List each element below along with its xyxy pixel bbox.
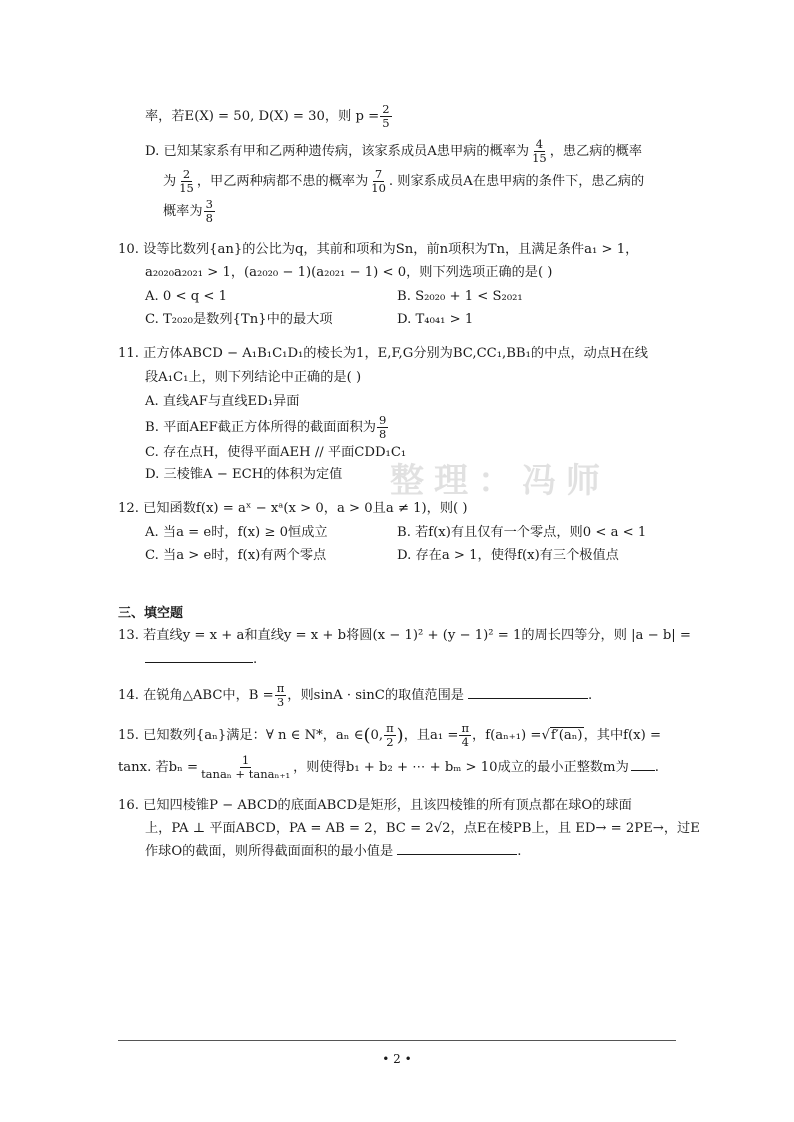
answer-blank[interactable]	[397, 840, 517, 855]
q9-d-line2: 为 $\frac{2}{15}$ ，甲乙两种病都不患的概率为 $\frac{7}{10}$ . 则家系成员A在患甲病的条件下，患乙病的	[163, 167, 645, 195]
section-title: 三、填空题	[118, 606, 184, 621]
q11-option-b: B. 平面AEF截正方体所得的截面面积为 $\frac{9}{8}$	[145, 413, 387, 441]
answer-blank[interactable]	[468, 684, 588, 699]
fraction: $\frac{2}{5}$	[382, 102, 390, 130]
q11-stem-line1: 11. 正方体ABCD − A₁B₁C₁D₁的棱长为1，E,F,G分别为BC,CC₁,BB₁的中点，动点H在线	[118, 346, 648, 361]
answer-blank[interactable]	[145, 648, 253, 663]
fraction: $\frac{9}{8}$	[379, 413, 387, 441]
q11-option-c: C. 存在点H，使得平面AEH // 平面CDD₁C₁	[145, 445, 407, 460]
q10-stem-line2: a₂₀₂₀a₂₀₂₁ > 1，(a₂₀₂₀ − 1)(a₂₀₂₁ − 1) < 0，则下列选项正确的是( )	[145, 265, 553, 280]
fraction: $\frac{\pi}{3}$	[276, 681, 285, 709]
q9-c-line	[145, 103, 393, 130]
q12-option-d: D. 存在a > 1，使得f(x)有三个极值点	[397, 548, 619, 563]
q10-option-c: C. T₂₀₂₀是数列{Tn}中的最大项	[145, 312, 333, 327]
fraction: $\frac{1}{\text{tanaₙ + tanaₙ₊₁}}$	[201, 753, 291, 781]
q9-d-line3: 概率为 $\frac{3}{8}$	[163, 197, 213, 225]
q11-stem-line2: 段A₁C₁上，则下列结论中正确的是( )	[145, 370, 362, 385]
fraction: $\frac{\pi}{2}$	[386, 721, 394, 749]
page-number: • 2 •	[382, 1052, 412, 1066]
q15-stem-line2: tanx. 若bₙ = $\frac{1}{\text{tanaₙ + tanaₙ₊₁}}$ ，则使得b₁ + b₂ + ⋯ + bₘ > 10成立的最小正整数m为 .	[118, 753, 659, 781]
q12-option-a: A. 当a = e时，f(x) ≥ 0恒成立	[145, 525, 328, 540]
q9-d-line1: D. 已知某家系有甲和乙两种遗传病，该家系成员A患甲病的概率为 $\frac{4}{15}$ ，患乙病的概率	[145, 137, 643, 165]
q13-stem: 13. 若直线y = x + a和直线y = x + b将圆(x − 1)² + (y − 1)² = 1的周长四等分，则 |a − b| =	[118, 628, 691, 643]
q11-option-a: A. 直线AF与直线ED₁异面	[145, 394, 300, 409]
q16-stem-line2: 上，PA ⊥ 平面ABCD，PA = AB = 2，BC = 2√2，点E在棱PB上，且 ED→ = 2PE→，过E	[145, 821, 700, 836]
fraction: $\frac{\pi}{4}$	[461, 721, 470, 749]
q12-option-b: B. 若f(x)有且仅有一个零点，则0 < a < 1	[397, 525, 647, 540]
q10-option-d: D. T₄₀₄₁ > 1	[397, 312, 474, 327]
fraction: $\frac{4}{15}$	[532, 137, 547, 165]
q16-stem-line3: 作球O的截面，则所得截面面积的最小值是 .	[145, 840, 521, 863]
answer-blank[interactable]	[631, 756, 655, 771]
q12-option-c: C. 当a > e时，f(x)有两个零点	[145, 548, 327, 563]
q14-stem: 14. 在锐角△ABC中，B = $\frac{\pi}{3}$ ，则sinA · sinC的取值范围是 .	[118, 681, 593, 709]
q16-stem-line1: 16. 已知四棱锥P − ABCD的底面ABCD是矩形，且该四棱锥的所有顶点都在球O的球面	[118, 798, 632, 813]
q11-option-d: D. 三棱锥A − ECH的体积为定值	[145, 467, 343, 482]
q10-option-a: A. 0 < q < 1	[145, 289, 227, 304]
watermark: 整理：冯师	[390, 461, 610, 501]
q15-stem-line1: 15. 已知数列{aₙ}满足：∀ n ∈ N*，aₙ ∈(0, $\frac{\pi}{2}$ )，且a₁ = $\frac{\pi}{4}$ ，f(aₙ₊₁) =√f′(aₙ)，其中f(x) =	[118, 721, 661, 749]
fraction: $\frac{7}{10}$	[371, 167, 386, 195]
fraction: $\frac{3}{8}$	[205, 197, 213, 225]
fraction: $\frac{2}{15}$	[179, 167, 194, 195]
footer-divider	[118, 1040, 676, 1041]
q13-answer-line: .	[145, 648, 257, 671]
q9-c-text: 率，若E(X) = 50, D(X) = 30，则 p =	[145, 109, 380, 124]
q12-stem: 12. 已知函数f(x) = aˣ − xᵃ(x > 0，a > 0且a ≠ 1)，则( )	[118, 501, 468, 516]
q10-option-b: B. S₂₀₂₀ + 1 < S₂₀₂₁	[397, 289, 523, 304]
q10-stem-line1: 10. 设等比数列{an}的公比为q，其前和项和为Sn，前n项积为Tn，且满足条件a₁ > 1，	[118, 242, 639, 257]
